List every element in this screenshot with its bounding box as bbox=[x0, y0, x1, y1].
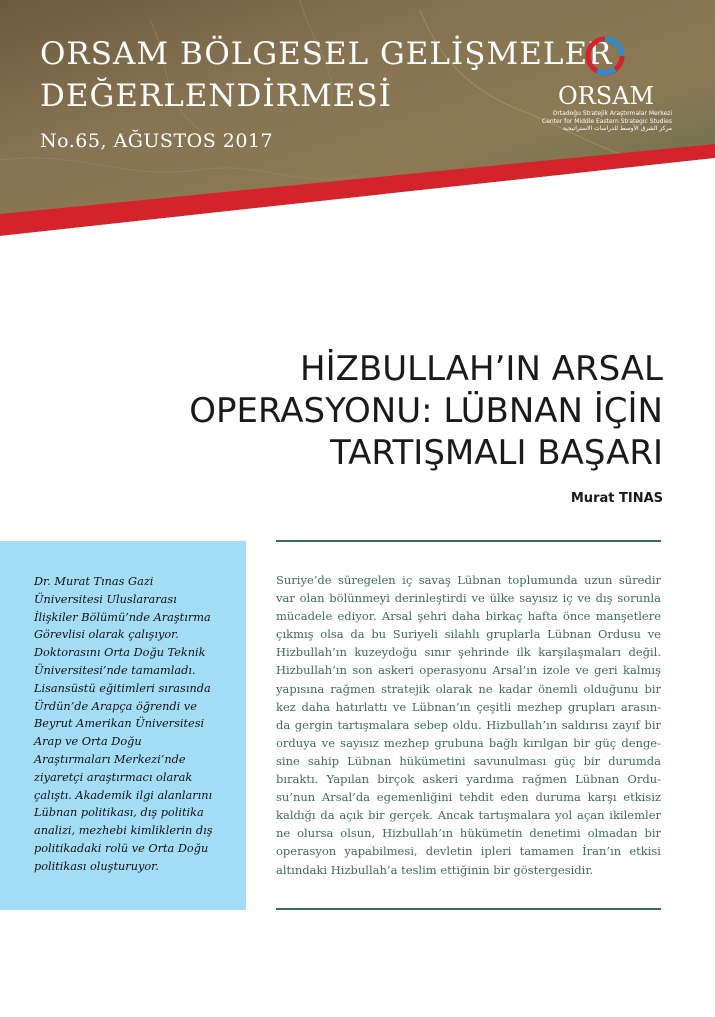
logo-sub-line: مركز الشرق الأوسط للدراسات الاستراتيجية bbox=[562, 125, 672, 132]
bio-line: Görevlisi olarak çalışıyor. bbox=[34, 628, 179, 642]
body-line: mücadele ediyor. Arsal şehri daha birkaç hafta önce manşetlere bbox=[276, 609, 661, 624]
article-title bbox=[143, 348, 663, 474]
body-line: ne olursa olsun, Hizbullah’ın hükümetin denetimi olmadan bir bbox=[276, 826, 661, 841]
article-title-line: TARTIŞMALI BAŞARI bbox=[330, 433, 663, 473]
bio-line: Beyrut Amerikan Üniversitesi bbox=[34, 717, 205, 731]
header-banner bbox=[0, 0, 715, 245]
body-line: Hizbullah’ın son askeri operasyonu Arsal’ın izole ve geri kalmış bbox=[276, 663, 661, 678]
bio-line: Üniversitesi’nde tamamladı. bbox=[34, 663, 196, 677]
article-title-line: OPERASYONU: LÜBNAN İÇİN bbox=[189, 391, 663, 431]
bio-line: Lisansüstü eğitimleri sırasında bbox=[34, 681, 211, 695]
series-title-line2: DEĞERLENDİRMESİ bbox=[40, 78, 392, 114]
article-title-line: HİZBULLAH’IN ARSAL bbox=[300, 349, 663, 389]
bio-line: Arap ve Orta Doğu bbox=[34, 735, 142, 749]
body-line: altındaki Hizbullah’a teslim ettiğinin bir göstergesidir. bbox=[276, 862, 594, 877]
bio-line: politikadaki rolü ve Orta Doğu bbox=[34, 841, 209, 855]
bio-line: Doktorasını Orta Doğu Teknik bbox=[34, 646, 206, 660]
bio-line: Lübnan politikası, dış politika bbox=[34, 806, 204, 820]
bio-line: çalıştı. Akademik ilgi alanlarını bbox=[34, 788, 213, 802]
body-line: orduya ve sayısız mezhep grubuna bağlı kırılgan bir güç denge- bbox=[276, 735, 661, 750]
body-line: yapısına rağmen stratejik olarak ne kadar önemli olduğunu bir bbox=[276, 681, 661, 696]
logo-sub-line: Center for Middle Eastern Strategic Studies bbox=[542, 117, 672, 125]
top-divider bbox=[276, 540, 661, 542]
bio-line: analizi, mezhebi kimliklerin dış bbox=[34, 824, 213, 838]
body-line: çıkmış olsa da bu Suriyeli silahlı gruplarla Lübnan Ordusu ve bbox=[276, 627, 661, 642]
bio-line: politikası oluşturuyor. bbox=[34, 859, 159, 873]
body-line: operasyon yapabilmesi, devletin ipleri tamamen İran’ın etkisi bbox=[276, 844, 661, 859]
body-line: kez daha hatırlattı ve Lübnan’ın çeşitli mezhep grupları arasın- bbox=[276, 699, 661, 714]
body-line: Hizbullah’ın kuzeydoğu sınır şehrinde ilk karşılaşmaları değil. bbox=[276, 645, 661, 660]
bio-line: İlişkiler Bölümü’nde Araştırma bbox=[34, 610, 211, 624]
body-line: var olan bölünmeyi derinleştirdi ve ülke sayısız iç ve dış sorunla bbox=[276, 591, 661, 606]
author-bio bbox=[34, 573, 234, 876]
body-line: kaldığı da açık bir gerçek. Ancak tartışmalara yol açan ikilemler bbox=[276, 808, 661, 823]
bio-line: Üniversitesi Uluslararası bbox=[34, 592, 177, 606]
bio-line: Dr. Murat Tınas Gazi bbox=[34, 575, 154, 588]
body-line: bıraktı. Yapılan birçok askeri yardıma rağmen Lübnan Ordu- bbox=[276, 772, 661, 787]
body-line: su’nun Arsal’da egemenliğini tehdit eden duruma karşı etkisiz bbox=[276, 790, 661, 805]
article-body bbox=[276, 571, 661, 879]
author-name: Murat TINAS bbox=[570, 491, 663, 506]
logo-text: ORSAM bbox=[558, 82, 655, 110]
bio-line: ziyaretçi araştırmacı olarak bbox=[34, 770, 193, 784]
logo-subtitle bbox=[527, 110, 672, 133]
bottom-divider bbox=[276, 908, 661, 910]
bio-line: Araştırmaları Merkezi’nde bbox=[34, 752, 186, 766]
body-line: sine sahip Lübnan hükümetini savunulması güç bir durumda bbox=[276, 753, 661, 768]
issue-number: No.65, AĞUSTOS 2017 bbox=[40, 130, 274, 152]
body-line: Suriye’de süregelen iç savaş Lübnan toplumunda uzun süredir bbox=[276, 573, 661, 587]
bio-line: Ürdün’de Arapça öğrendi ve bbox=[34, 699, 197, 713]
series-title-line1: ORSAM BÖLGESEL GELİŞMELER bbox=[40, 36, 613, 72]
body-line: da gergin tartışmalara sebep oldu. Hizbullah’ın saldırısı zayıf bir bbox=[276, 717, 661, 732]
orsam-logo-icon bbox=[583, 34, 627, 78]
logo-sub-line: Ortadoğu Stratejik Araştırmalar Merkezi bbox=[552, 110, 672, 117]
